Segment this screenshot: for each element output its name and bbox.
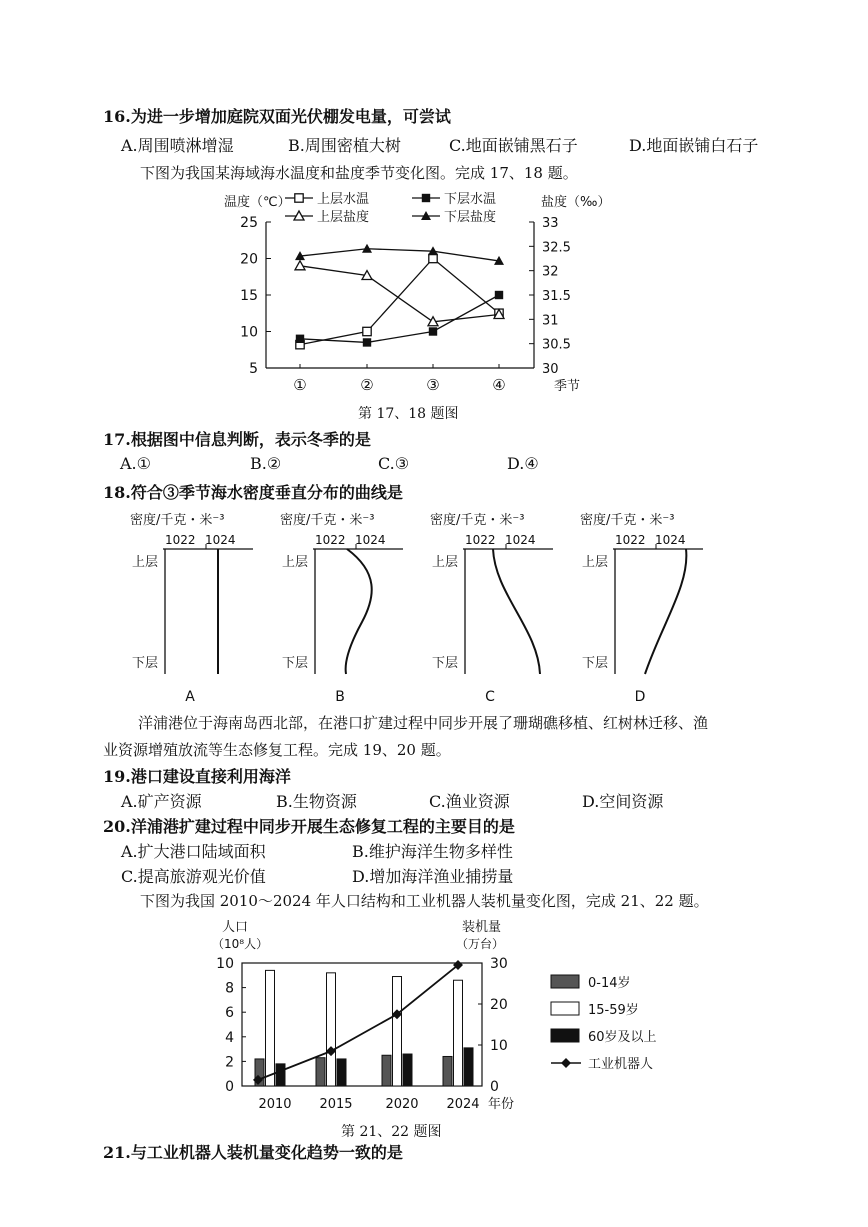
density-curve [645,549,686,674]
temp-axis-label: 温度（℃） [224,195,291,210]
temp-salinity-chart [220,186,611,416]
year-label: 2024 [446,1097,480,1112]
legend-marker [422,194,430,202]
legend-label: 上层水温 [317,192,370,207]
data-point [363,327,371,335]
bar [443,1056,452,1086]
legend-swatch [551,975,579,988]
bottom-layer-label: 下层 [132,656,159,671]
right-tick-label: 30 [490,956,508,972]
density-tick-1022: 1022 [165,533,196,547]
fig-17-18-caption: 第 17、18 题图 [358,406,459,422]
bottom-layer-label: 下层 [432,656,459,671]
left-tick-label: 5 [249,361,258,377]
season-label: ① [293,376,307,394]
bar [454,980,463,1086]
density-panel-a [130,512,253,705]
panel-letter: C [485,689,495,705]
right-tick-label: 31 [542,313,559,329]
density-panel-b [280,512,403,705]
density-axis-label: 密度/千克・米⁻³ [280,513,375,528]
q16-stem: 16.为进一步增加庭院双面光伏棚发电量，可尝试 [103,107,451,126]
bar [464,1048,473,1086]
intro-19-20-line1: 洋浦港位于海南岛西北部，在港口扩建过程中同步开展了珊瑚礁移植、红树林迁移、渔 [138,714,709,732]
population-axis-label: 人口 [222,920,249,935]
q20-option-a: A.扩大港口陆域面积 [121,842,266,861]
density-panel-c [430,512,553,705]
right-tick-label: 33 [542,216,559,231]
data-point [495,291,503,299]
q19-option-a: A.矿产资源 [121,792,202,811]
data-point [296,335,304,343]
salinity-axis-label: 盐度（‰） [541,195,611,210]
bottom-layer-label: 下层 [282,656,309,671]
q20-option-d: D.增加海洋渔业捕捞量 [352,867,514,886]
q19-stem: 19.港口建设直接利用海洋 [103,767,291,786]
right-tick-label: 20 [490,997,508,1013]
season-label: ② [360,376,374,394]
density-tick-1024: 1024 [655,533,686,547]
bar [337,1059,346,1086]
panel-letter: A [185,689,195,705]
top-layer-label: 上层 [282,555,309,570]
data-point [363,338,371,346]
bar [327,973,336,1086]
legend-label: 下层水温 [444,192,497,207]
right-tick-label: 32 [542,264,559,280]
series-line [300,295,499,342]
density-panel-d [580,512,703,705]
left-tick-label: 10 [216,956,234,972]
density-tick-1024: 1024 [355,533,386,547]
density-tick-1024: 1024 [505,533,536,547]
panel-letter: B [335,689,345,705]
q17-option-b: B.② [250,454,282,473]
density-axis-label: 密度/千克・米⁻³ [430,513,525,528]
q20-option-b: B.维护海洋生物多样性 [352,842,513,861]
q17-option-c: C.③ [378,454,410,473]
series-line [300,259,499,345]
legend-swatch [551,1029,579,1042]
density-axis-label: 密度/千克・米⁻³ [580,513,675,528]
year-label: 2010 [258,1097,292,1112]
left-tick-label: 0 [225,1079,234,1095]
temp-salinity-axes [240,215,580,394]
q19-option-b: B.生物资源 [276,792,357,811]
q16-option-d: D.地面嵌铺白石子 [629,136,759,155]
top-layer-label: 上层 [582,555,609,570]
year-label: 2015 [319,1097,353,1112]
legend-label: 工业机器人 [588,1057,654,1072]
density-tick-1022: 1022 [315,533,346,547]
right-tick-label: 10 [490,1038,508,1054]
right-tick-label: 30.5 [542,337,571,353]
legend-label: 0-14岁 [588,976,631,991]
q19-option-d: D.空间资源 [582,792,664,811]
q20-stem: 20.洋浦港扩建过程中同步开展生态修复工程的主要目的是 [103,817,515,836]
bar [276,1064,285,1086]
left-tick-label: 6 [225,1005,234,1022]
temp-salinity-legend [285,191,496,225]
q17-option-a: A.① [120,454,151,473]
bar [403,1054,412,1086]
panel-letter: D [634,689,646,705]
year-label: 2020 [385,1097,419,1112]
intro-21-22: 下图为我国 2010～2024 年人口结构和工业机器人装机量变化图，完成 21、22 题。 [140,892,709,910]
series-line [300,266,499,322]
density-axis-label: 密度/千克・米⁻³ [130,513,225,528]
population-robot-axes [216,956,514,1112]
density-curve [493,549,540,674]
density-tick-1024: 1024 [205,533,236,547]
population-robot-legend [551,975,657,1072]
right-tick-label: 31.5 [542,289,571,304]
temp-salinity-series [295,244,504,349]
left-tick-label: 15 [240,288,258,304]
left-tick-label: 4 [225,1029,234,1046]
q21-stem: 21.与工业机器人装机量变化趋势一致的是 [103,1143,403,1162]
legend-label: 60岁及以上 [588,1030,657,1045]
data-point [429,327,437,335]
q20-option-c: C.提高旅游观光价值 [121,867,266,886]
q19-option-c: C.渔业资源 [429,792,510,811]
left-tick-label: 25 [240,215,258,231]
legend-marker [561,1058,571,1068]
season-label: ④ [492,376,506,394]
legend-marker [295,194,303,202]
series-line [300,249,499,261]
top-layer-label: 上层 [132,555,159,570]
q17-stem: 17.根据图中信息判断，表示冬季的是 [103,430,371,449]
q18-stem: 18.符合③季节海水密度垂直分布的曲线是 [103,483,403,502]
x-axis-label: 季节 [554,379,581,394]
density-curve [346,549,372,674]
density-tick-1022: 1022 [615,533,646,547]
fig-21-22-caption: 第 21、22 题图 [341,1124,442,1140]
right-tick-label: 30 [542,362,559,377]
density-profile-panels [100,504,820,704]
install-axis-label: 装机量 [462,920,502,935]
q16-option-a: A.周围喷淋增湿 [121,136,234,155]
top-layer-label: 上层 [432,555,459,570]
left-tick-label: 2 [225,1054,234,1071]
bar [393,977,402,1086]
left-tick-label: 8 [225,980,234,997]
legend-label: 下层盐度 [444,210,497,225]
data-point [429,254,437,262]
season-label: ③ [426,376,440,394]
left-tick-label: 20 [240,251,258,268]
data-point [295,261,305,270]
install-axis-unit: （万台） [456,937,505,951]
bottom-layer-label: 下层 [582,656,609,671]
intro-17-18: 下图为我国某海域海水温度和盐度季节变化图。完成 17、18 题。 [140,164,578,182]
legend-label: 上层盐度 [317,210,370,225]
bar [382,1055,391,1086]
legend-swatch [551,1002,579,1015]
bar [266,970,275,1086]
right-tick-label: 0 [490,1079,499,1095]
population-axis-unit: （10⁸人） [212,937,269,951]
robot-series-line [258,965,458,1080]
population-robot-chart [210,916,690,1116]
q16-option-b: B.周围密植大树 [288,136,401,155]
q16-option-c: C.地面嵌铺黑石子 [449,136,578,155]
intro-19-20-line2: 业资源增殖放流等生态修复工程。完成 19、20 题。 [103,741,451,759]
bar [316,1058,325,1086]
density-tick-1022: 1022 [465,533,496,547]
right-tick-label: 32.5 [542,240,571,256]
legend-label: 15-59岁 [588,1003,639,1018]
left-tick-label: 10 [240,324,258,341]
q17-option-d: D.④ [507,454,539,473]
x-axis-label: 年份 [488,1097,515,1112]
